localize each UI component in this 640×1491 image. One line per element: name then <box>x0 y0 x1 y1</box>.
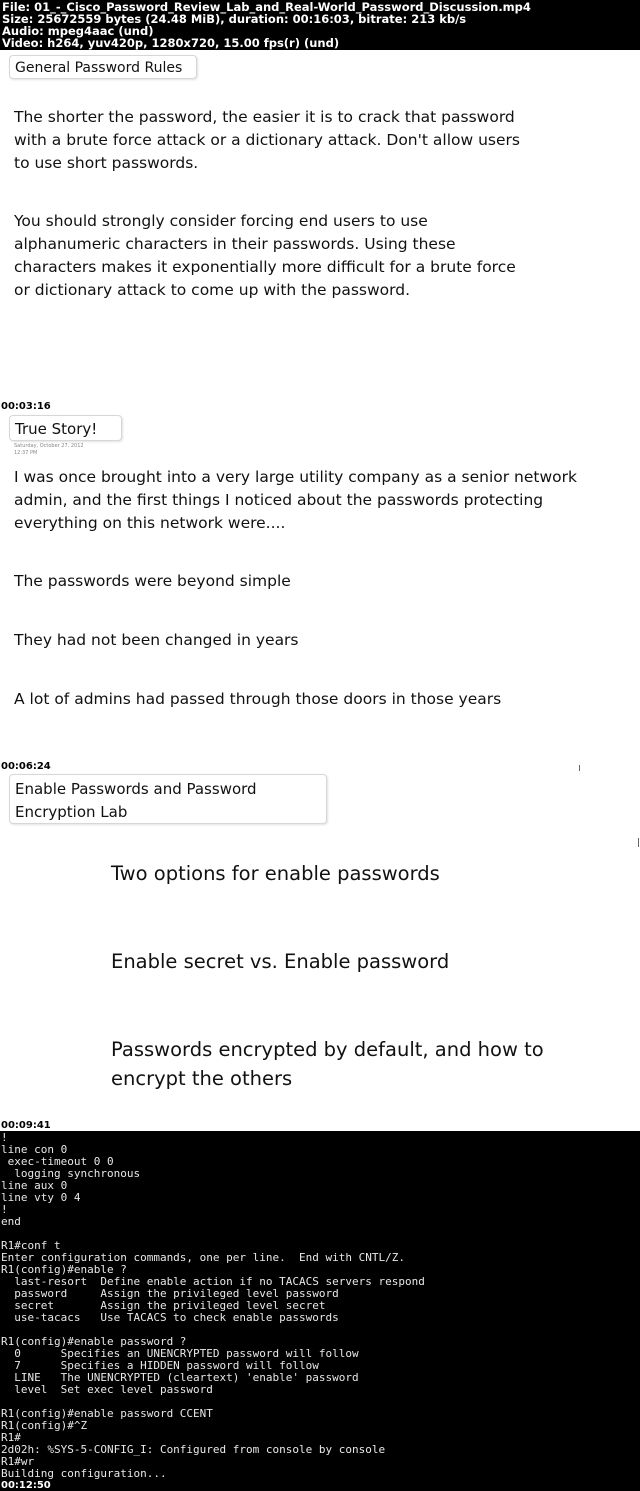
terminal-line: R1(config)#enable ? <box>1 1263 127 1276</box>
slide-time: 12:37 PM <box>14 450 38 456</box>
terminal-line: last-resort Define enable action if no TACACS servers respond <box>1 1275 425 1288</box>
slide-paragraph: A lot of admins had passed through those doors in those years <box>14 690 502 708</box>
slide-paragraph: The shorter the password, the easier it is to crack that password with a brute force attack or a dictionary attack. Don't allow users to use short passwords. <box>14 108 520 172</box>
terminal-line: Enter configuration commands, one per line. End with CNTL/Z. <box>1 1251 405 1264</box>
terminal-line: level Set exec level password <box>1 1383 213 1396</box>
slide-bullet-point: Two options for enable passwords <box>111 862 440 885</box>
terminal-line: ! <box>1 1203 8 1216</box>
terminal-line: ! <box>1 1131 8 1144</box>
terminal-output <box>1 1132 425 1480</box>
terminal-line: R1#wr <box>1 1455 35 1468</box>
terminal-line: 0 Specifies an UNENCRYPTED password will follow <box>1 1347 359 1360</box>
terminal-line: R1(config)#^Z <box>1 1419 88 1432</box>
terminal-line: LINE The UNENCRYPTED (cleartext) 'enable' password <box>1 1371 359 1384</box>
frame-timestamp: 00:06:24 <box>1 761 51 772</box>
scroll-marker <box>579 765 580 771</box>
terminal-line: R1#conf t <box>1 1239 61 1252</box>
thumbnail-frame-1 <box>0 50 640 400</box>
frame-timestamp: 00:03:16 <box>1 401 51 412</box>
thumbnail-frame-2 <box>0 400 640 760</box>
slide-paragraph: They had not been changed in years <box>14 631 299 649</box>
terminal-line: password Assign the privileged level password <box>1 1287 339 1300</box>
terminal-line: R1# <box>1 1431 21 1444</box>
slide-paragraph: You should strongly consider forcing end users to use alphanumeric characters in their passwords. Using these characters makes it exponentially more difficult for a brute force or dictionary attack to come up with the password. <box>14 212 516 299</box>
slide-title: Enable Passwords and Password Encryption Lab <box>9 774 327 824</box>
scroll-marker <box>638 838 639 847</box>
terminal-line: use-tacacs Use TACACS to check enable passwords <box>1 1311 339 1324</box>
video-info-text: Video: h264, yuv420p, 1280x720, 15.00 fps(r) (und) <box>2 36 340 50</box>
slide-title: General Password Rules <box>9 55 197 79</box>
terminal-line: line con 0 <box>1 1143 68 1156</box>
slide-date: Saturday, October 27, 2012 <box>14 443 84 449</box>
terminal-line: secret Assign the privileged level secret <box>1 1299 326 1312</box>
terminal-window <box>0 1131 640 1491</box>
terminal-line: Building configuration... <box>1 1467 167 1480</box>
slide-bullet-point: Enable secret vs. Enable password <box>111 950 450 973</box>
file-name-text: File: 01_-_Cisco_Password_Review_Lab_and_Real-World_Password_Discussion.mp4 <box>2 0 531 14</box>
slide-title: True Story! <box>9 415 122 441</box>
file-info-header <box>0 0 640 50</box>
terminal-line: line aux 0 <box>1 1179 68 1192</box>
frame-end-timestamp: 00:12:50 <box>1 1480 51 1491</box>
frame-timestamp: 00:09:41 <box>1 1120 51 1131</box>
slide-paragraph: The passwords were beyond simple <box>14 572 291 590</box>
terminal-line: R1(config)#enable password ? <box>1 1335 187 1348</box>
terminal-line: 2d02h: %SYS-5-CONFIG_I: Configured from console by console <box>1 1443 386 1456</box>
thumbnail-frame-3 <box>0 760 640 1131</box>
terminal-line: logging synchronous <box>1 1167 141 1180</box>
slide-bullet-point: Passwords encrypted by default, and how to encrypt the others <box>111 1038 544 1090</box>
slide-paragraph: I was once brought into a very large utility company as a senior network admin, and the first things I noticed about the passwords protecting everything on this network were.... <box>14 468 578 532</box>
file-size-text: Size: 25672559 bytes (24.48 MiB), duration: 00:16:03, bitrate: 213 kb/s <box>2 12 467 26</box>
terminal-line: exec-timeout 0 0 <box>1 1155 114 1168</box>
terminal-line: end <box>1 1215 21 1228</box>
terminal-line: line vty 0 4 <box>1 1191 81 1204</box>
audio-info-text: Audio: mpeg4aac (und) <box>2 24 154 38</box>
terminal-line <box>1 1228 425 1240</box>
terminal-line: R1(config)#enable password CCENT <box>1 1407 213 1420</box>
terminal-line: 7 Specifies a HIDDEN password will follow <box>1 1359 319 1372</box>
